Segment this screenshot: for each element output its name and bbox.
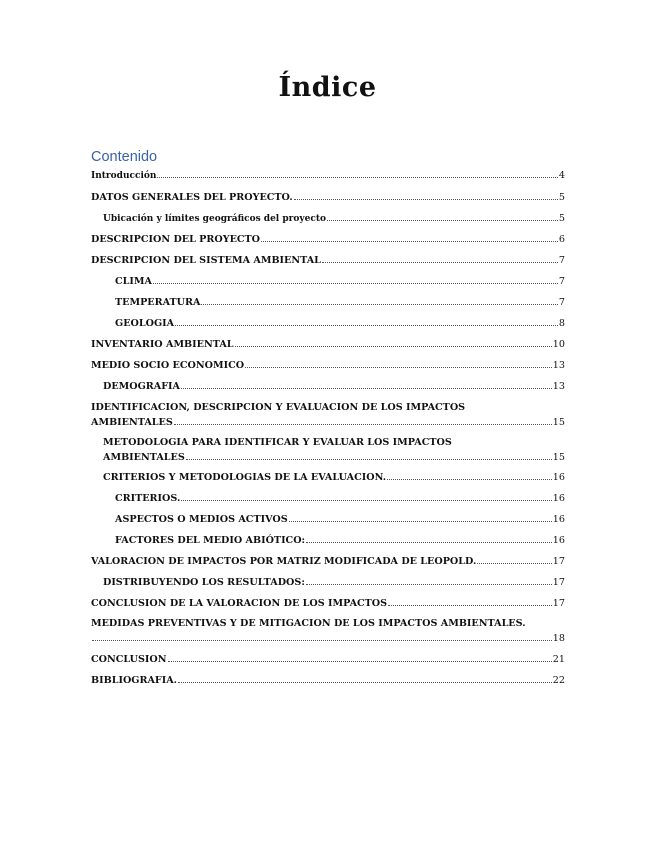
toc-leader-dots xyxy=(235,345,552,347)
toc-page-number: 7 xyxy=(558,276,565,287)
toc-entry-geologia[interactable] xyxy=(91,316,565,331)
toc-entry-label: DESCRIPCION DEL PROYECTO xyxy=(91,234,261,245)
toc-leader-dots xyxy=(322,261,558,263)
toc-entry-label: CRITERIOS Y METODOLOGIAS DE LA EVALUACION. xyxy=(103,472,387,483)
toc-entry-sistema-ambiental[interactable] xyxy=(91,253,565,268)
toc-entry-label: DEMOGRAFIA xyxy=(103,381,180,392)
toc-leader-dots xyxy=(181,387,552,389)
toc-leader-dots xyxy=(245,366,552,368)
toc-leader-dots xyxy=(153,282,558,284)
toc-entry-conclusion-valoracion[interactable] xyxy=(91,596,565,611)
toc-entry-criterios[interactable] xyxy=(91,491,565,506)
toc-leader-dots xyxy=(92,639,552,641)
toc-page-number: 13 xyxy=(552,360,565,371)
toc-page-number: 15 xyxy=(552,452,565,463)
toc-page-number: 5 xyxy=(558,213,565,224)
toc-entry-label: FACTORES DEL MEDIO ABIÓTICO: xyxy=(115,535,306,546)
toc-entry-label: CONCLUSION xyxy=(91,654,167,665)
toc-entry-label-line1: IDENTIFICACION, DESCRIPCION Y EVALUACION DE LOS IMPACTOS xyxy=(91,402,466,413)
toc-leader-dots xyxy=(388,604,552,606)
toc-page-number: 16 xyxy=(552,514,565,525)
toc-page-number: 21 xyxy=(552,654,565,665)
toc-leader-dots xyxy=(289,520,552,522)
toc-entry-medidas-preventivas[interactable] xyxy=(91,616,565,646)
toc-leader-dots xyxy=(174,423,552,425)
toc-page-number: 17 xyxy=(552,598,565,609)
toc-leader-dots xyxy=(327,219,558,221)
toc-entry-factores-abiotico[interactable] xyxy=(91,533,565,548)
toc-entry-label: TEMPERATURA xyxy=(115,297,201,308)
toc-entry-label: VALORACION DE IMPACTOS POR MATRIZ MODIFICADA DE LEOPOLD. xyxy=(91,556,477,567)
toc-page-number: 15 xyxy=(552,417,565,428)
toc-page-number: 17 xyxy=(552,556,565,567)
toc-page-number: 16 xyxy=(552,493,565,504)
toc-entry-demografia[interactable] xyxy=(91,379,565,394)
toc-entry-descripcion-proyecto[interactable] xyxy=(91,232,565,247)
toc-page-number: 6 xyxy=(558,234,565,245)
toc-entry-valoracion-leopold[interactable] xyxy=(91,554,565,569)
toc-entry-inventario-ambiental[interactable] xyxy=(91,337,565,352)
toc-entry-ubicacion[interactable] xyxy=(91,211,565,227)
toc-entry-label: GEOLOGIA xyxy=(115,318,175,329)
toc-page-number: 8 xyxy=(558,318,565,329)
toc-entry-label: CONCLUSION DE LA VALORACION DE LOS IMPACTOS xyxy=(91,598,388,609)
toc-entry-criterios-metodologias[interactable] xyxy=(91,470,565,485)
toc-leader-dots xyxy=(306,583,552,585)
toc-entry-datos-generales[interactable] xyxy=(91,190,565,205)
toc-entry-label: CLIMA xyxy=(115,276,152,287)
toc-leader-dots xyxy=(175,324,558,326)
toc-entry-label: MEDIO SOCIO ECONOMICO xyxy=(91,360,245,371)
toc-entry-aspectos-medios-activos[interactable] xyxy=(91,512,565,527)
toc-entry-bibliografia[interactable] xyxy=(91,673,565,688)
toc-entry-label: Ubicación y límites geográficos del proyecto xyxy=(103,214,326,224)
toc-leader-dots xyxy=(201,303,557,305)
toc-entry-label: DESCRIPCION DEL SISTEMA AMBIENTAL xyxy=(91,255,321,266)
toc-entry-label: DATOS GENERALES DEL PROYECTO. xyxy=(91,192,293,203)
toc-leader-dots xyxy=(157,176,557,178)
toc-entry-clima[interactable] xyxy=(91,274,565,289)
toc-heading: Contenido xyxy=(91,149,158,165)
toc-page-number: 5 xyxy=(558,192,565,203)
toc-leader-dots xyxy=(168,660,552,662)
toc-entry-identificacion-impactos[interactable] xyxy=(91,400,565,430)
toc-leader-dots xyxy=(178,681,552,683)
toc-leader-dots xyxy=(181,499,551,501)
toc-entry-label: BIBLIOGRAFIA. xyxy=(91,675,177,686)
toc-leader-dots xyxy=(306,541,552,543)
toc-leader-dots xyxy=(294,198,558,200)
toc-entry-conclusion[interactable] xyxy=(91,652,565,667)
toc-entry-medio-socio-economico[interactable] xyxy=(91,358,565,373)
toc-entry-distribuyendo-resultados[interactable] xyxy=(91,575,565,590)
toc-page-number: 4 xyxy=(558,170,565,181)
page-title: Índice xyxy=(278,72,377,103)
toc-page-number: 17 xyxy=(552,577,565,588)
toc-entry-temperatura[interactable] xyxy=(91,295,565,310)
toc-page-number: 7 xyxy=(558,297,565,308)
toc-page-number: 16 xyxy=(552,535,565,546)
toc-entry-label: ASPECTOS O MEDIOS ACTIVOS xyxy=(115,514,288,525)
toc-entry-label: CRITERIOS. xyxy=(115,493,181,504)
toc-page-number: 22 xyxy=(552,675,565,686)
toc-page-number: 16 xyxy=(552,472,565,483)
toc-entry-label: AMBIENTALES xyxy=(91,417,173,428)
toc-entry-label: DISTRIBUYENDO LOS RESULTADOS: xyxy=(103,577,305,588)
toc-entry-label: INVENTARIO AMBIENTAL xyxy=(91,339,234,350)
toc-entry-metodologia-impactos[interactable] xyxy=(91,435,565,465)
toc-leader-dots xyxy=(186,458,552,460)
toc-page-number: 13 xyxy=(552,381,565,392)
toc-entry-introduccion[interactable] xyxy=(91,168,565,184)
toc-page-number: 7 xyxy=(558,255,565,266)
toc-entry-label: Introducción xyxy=(91,171,157,181)
toc-entry-label-line1: MEDIDAS PREVENTIVAS Y DE MITIGACION DE LOS IMPACTOS AMBIENTALES. xyxy=(91,618,526,629)
toc-leader-dots xyxy=(261,240,558,242)
toc-leader-dots xyxy=(477,562,551,564)
toc-page-number: 10 xyxy=(552,339,565,350)
toc-entry-label: AMBIENTALES xyxy=(103,452,185,463)
toc-leader-dots xyxy=(387,478,552,480)
toc-entry-label-line1: METODOLOGIA PARA IDENTIFICAR Y EVALUAR LOS IMPACTOS xyxy=(103,437,452,448)
toc-page-number: 18 xyxy=(552,633,565,644)
